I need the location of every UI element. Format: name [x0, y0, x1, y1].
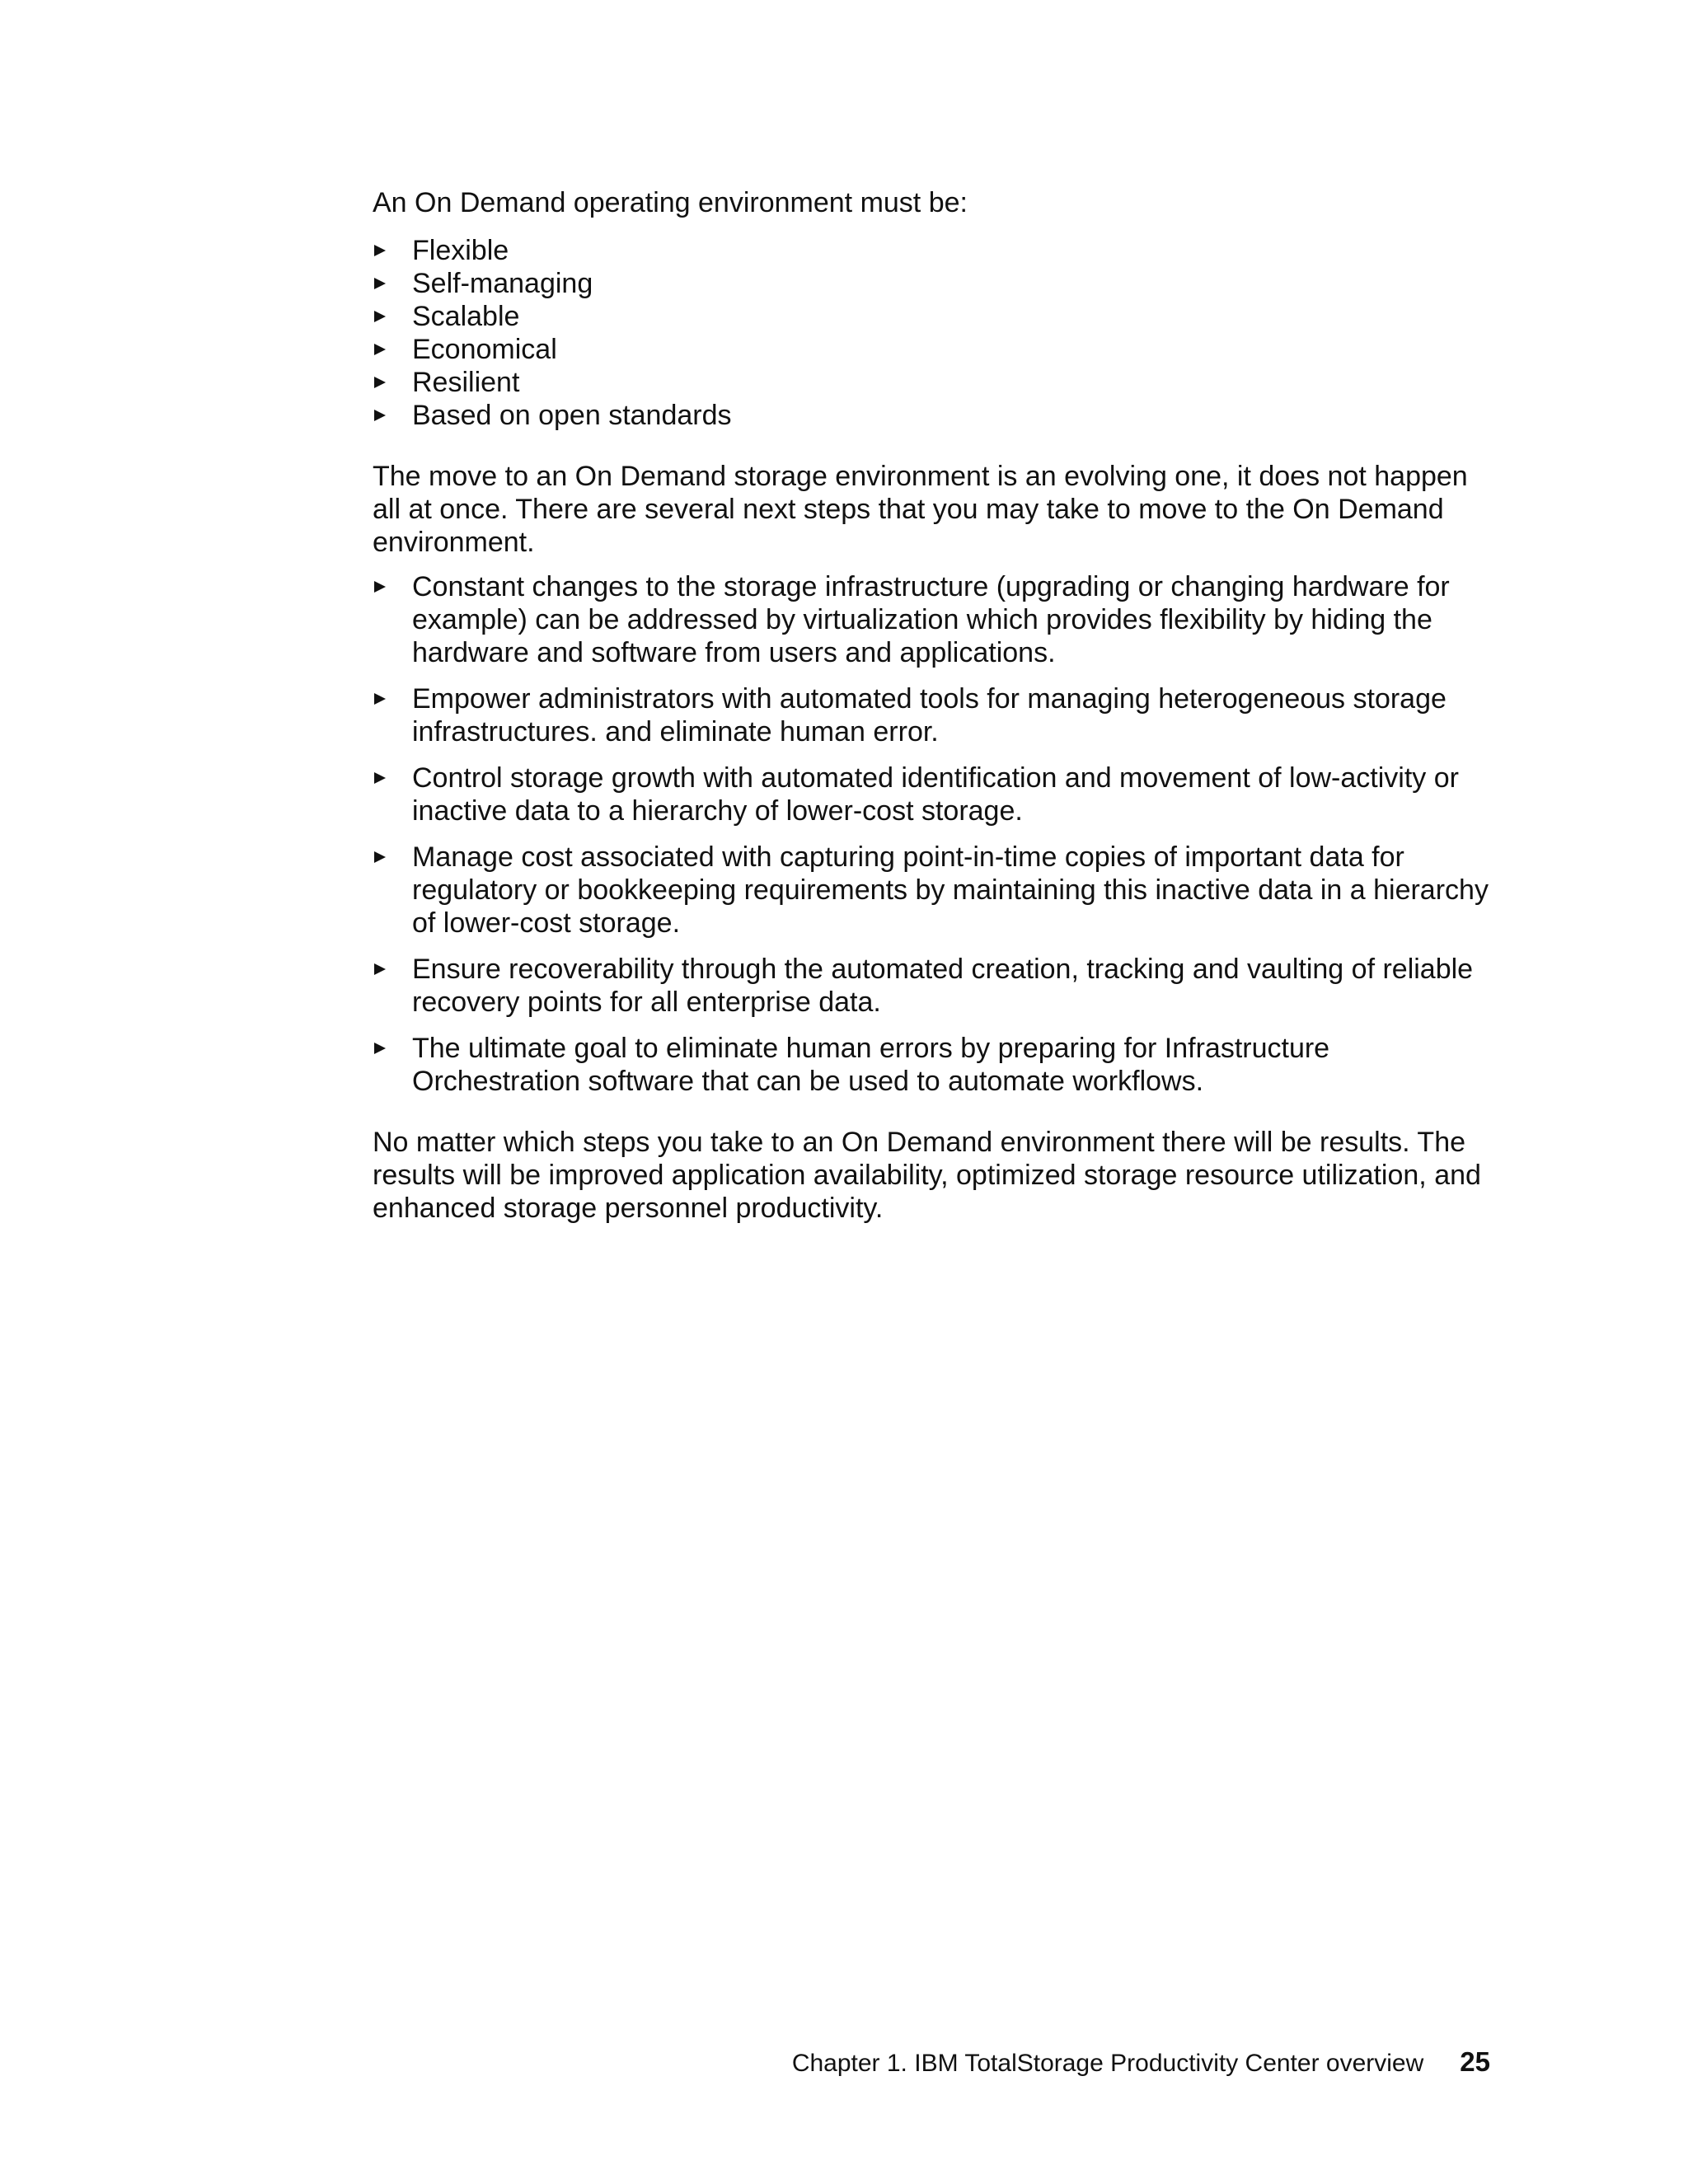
list-item-text: The ultimate goal to eliminate human errors by preparing for Infrastructure Orchestration software that can be used to automate workflows. — [412, 1033, 1330, 1097]
next-steps-list — [373, 570, 1493, 1098]
list-item — [373, 366, 1493, 399]
list-item — [373, 841, 1493, 940]
list-item — [373, 333, 1493, 366]
list-item-text: Resilient — [412, 367, 520, 398]
list-item — [373, 399, 1493, 432]
move-paragraph: The move to an On Demand storage environment is an evolving one, it does not happen all at once. There are several next steps that you may take to move to the On Demand environment. — [373, 461, 1468, 558]
list-item-text: Manage cost associated with capturing point-in-time copies of important data for regulatory or bookkeeping requirements by maintaining this inactive data in a hierarchy of lower-cost storage. — [412, 841, 1489, 939]
results-paragraph: No matter which steps you take to an On Demand environment there will be results. The results will be improved application availability, optimized storage resource utilization, and enhanced storage personnel productivity. — [373, 1127, 1481, 1224]
bullet-icon — [374, 851, 386, 863]
list-item-text: Self-managing — [412, 268, 593, 299]
bullet-icon — [374, 377, 386, 388]
list-item-text: Empower administrators with automated tools for managing heterogeneous storage infrastructures. and eliminate human error. — [412, 683, 1447, 748]
bullet-icon — [374, 581, 386, 593]
qualities-list — [373, 234, 1493, 432]
list-item-text: Flexible — [412, 235, 509, 266]
list-item — [373, 762, 1493, 827]
page-footer — [0, 2046, 1490, 2080]
list-item — [373, 300, 1493, 333]
bullet-icon — [374, 693, 386, 705]
bullet-icon — [374, 311, 386, 322]
list-item — [373, 234, 1493, 267]
list-item — [373, 953, 1493, 1019]
bullet-icon — [374, 344, 386, 355]
list-item-text: Control storage growth with automated identification and movement of low-activity or inactive data to a hierarchy of lower-cost storage. — [412, 762, 1459, 827]
list-item-text: Scalable — [412, 301, 520, 332]
bullet-icon — [374, 963, 386, 975]
intro-paragraph: An On Demand operating environment must be: — [373, 187, 968, 218]
bullet-icon — [374, 1043, 386, 1054]
page-number: 25 — [1460, 2046, 1490, 2077]
list-item — [373, 682, 1493, 748]
bullet-icon — [374, 772, 386, 784]
list-item — [373, 267, 1493, 300]
bullet-icon — [374, 278, 386, 289]
list-item-text: Ensure recoverability through the automated creation, tracking and vaulting of reliable recovery points for all enterprise data. — [412, 954, 1474, 1018]
list-item-text: Constant changes to the storage infrastructure (upgrading or changing hardware for example) can be addressed by virtualization which provides flexibility by hiding the hardware and software from users and applications. — [412, 571, 1450, 668]
chapter-title: Chapter 1. IBM TotalStorage Productivity Center overview — [791, 2050, 1424, 2077]
page-content — [373, 186, 1493, 1240]
list-item-text: Economical — [412, 334, 557, 365]
list-item — [373, 570, 1493, 669]
bullet-icon — [374, 410, 386, 421]
bullet-icon — [374, 245, 386, 256]
list-item-text: Based on open standards — [412, 400, 732, 431]
list-item — [373, 1032, 1493, 1098]
